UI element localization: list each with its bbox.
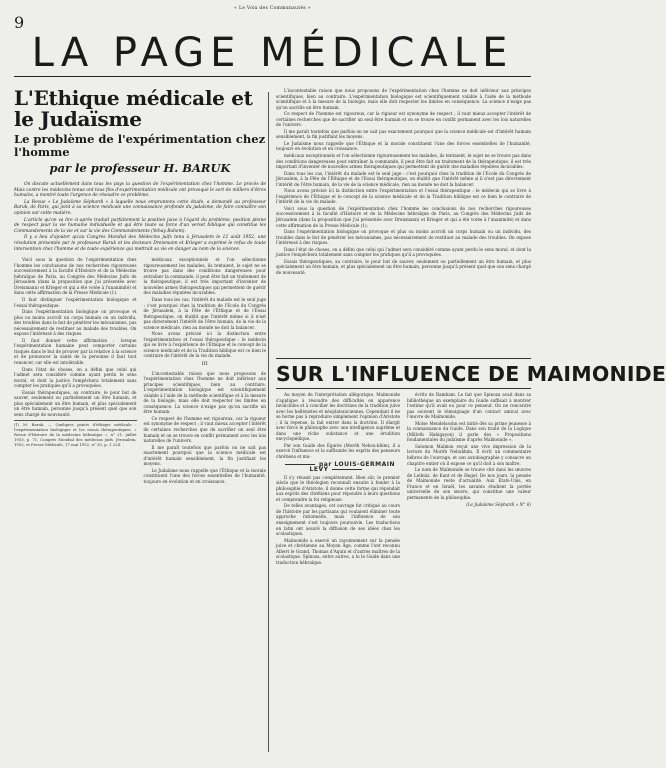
body-paragraph: Il faut donner cette affirmation : lorsque l'expérimentation humaine peut comporter certains risques dans le but de prouver par la relative à la science et de prononcer la santé de la personne il faut tout renoncer, car elle est intolérable.	[14, 337, 137, 365]
article-byline: par le professeur H. BARUK	[49, 161, 231, 175]
article-ethique	[14, 88, 266, 760]
article-body	[14, 257, 266, 485]
body-paragraph: Voici sous la question de l'expérimentation chez l'homme les conclusions de nos recherches rigoureuses successivement à la faculté d'Histoire et de la Médecine hébraïque de Paris, au Congrès des Médecins Juifs de Jérusalem (dans la proposition que j'ai présentée avec Dreismann) et Krieger et qui a été votée à l'unanimité) et dans cette affirmation de la Presse Médicale (1).	[276, 205, 531, 228]
section-numeral: III	[201, 360, 208, 367]
footnote: (1) M. Baruk. — Quelques points d'éthique médicale : l'expérimentation biologique et les essais thérapeutiques. « Revue d'Histoire de la médecine hébraïque », n° 21, juillet 1953, p. 71. Congrès Mondial des médecins juifs. Jérusalem, 1952, et Presse Médicale, 17 mai 1952, n° 35, p. 1 224.	[14, 422, 137, 447]
body-paragraph: Dans l'état de choses, on a défini que celui qui l'admet sera considéré comme ayant perdu le sens moral, et dont la justice l'empêchera totalement sans compter les pratiques qu'il a provoquées.	[276, 246, 531, 258]
body-paragraph: Ce respect de l'homme est rigoureux, car la rigueur est synonyme de respect ; il vaut mieux accepter l'intérêt de certaines recherches que de sacrifier un seul être humain et on se trouve en conflit permanent avec les lois naturelles de l'univers.	[143, 415, 266, 444]
body-paragraph: Au moyen de l'interprétation allégorique, Maïmonide s'applique à résoudre des difficultés en apparence invincibles et à concilier les doctrines de la tradition juive avec les hellénistes et néoplatoniciennes. Cependant il ne se borne pas à reproduire simplement l'opinion d'Aristote ; il la repense, la fait entrer dans la doctrine. Il élargit avec force le philosophe avec une intelligence suprême et dans une riche substance et une érudition encyclopédique.	[276, 392, 400, 442]
body-paragraph: Nous avons précisé ici la distinction entre l'expérimentation et l'essai thérapeutique : le médecin qui se livre à l'expérience de l'Éthique et le concept de la science médicale et de la Tradition biblique est ce bien le contraire de l'intérêt de la vie du malade.	[143, 331, 266, 359]
body-column-1	[276, 392, 400, 566]
body-paragraph: Dans l'expérimentation biologique on provoque et plus ou moins accroît un corps humain ou un individu, des troubles dans le but de pénétrer les mécanismes, pas nécessairement de restituer au malade des troubles. On expose l'intéressé à des risques.	[276, 229, 531, 246]
article-title: SUR L'INFLUENCE DE MAIMONIDE	[276, 362, 666, 386]
body-paragraph: Ce respect de l'homme est rigoureux, car la rigueur est synonyme de respect ; il vaut mieux accepter l'intérêt de certaines recherches que de sacrifier un seul être humain et on se trouve en conflit permanent avec les lois naturelles de l'univers.	[276, 111, 531, 128]
body-paragraph: Il faut distinguer l'expérimentation biologique et l'essai thérapeutique.	[14, 296, 137, 308]
body-paragraph: médicaux exceptionnels et l'on sélectionne rigoureusement les malades, ils tentaient, le sujet ne se trouve pas dans des conditions dangereuses pour entraîner la commande, il peut être fait un traitement de la thérapeutique, il est très important d'inventer de nouvelles armes thérapeutiques qui permettent de guérir des maladies réputées incurables.	[276, 153, 531, 170]
body-paragraph: Moïse Mendelssohn est initié dès sa prime jeunesse à la connaissance du Guide. Dans son traité de la Logique (Milloth Hahigayon) il parle des « Propositions fondamentales du judaïsme d'après Maïmonide ».	[407, 420, 531, 443]
page-number: 9	[14, 13, 25, 32]
content-columns	[14, 86, 666, 760]
body-paragraph: Il me paraît toutefois que parfois on ne sait pas exactement pourquoi que la science médicale est d'intérêt humain sensiblement, la fin justifiant les moyens.	[143, 444, 266, 467]
body-paragraph: Le Judaïsme nous rappelle que l'Éthique et la morale constituent l'une des forces essentielles de l'humanité, toujours en évolution et en croissance.	[143, 467, 266, 484]
body-paragraph: Le Judaïsme nous rappelle que l'Éthique et la morale constituent l'une des forces essentielles de l'humanité, toujours en évolution et en croissance.	[276, 140, 531, 152]
source-note: (Le Judaïsme Séphardi » N° 6)	[466, 502, 531, 508]
body-paragraph: L'incontestable raison que nous proposons de l'expérimentation chez l'homme ne doit inférieur aux principes scientifiques, bien au contraire. L'expérimentation biologique est scientifiquement valable à l'aide de la méthode scientifique et à la mesure de la biologie, mais elle doit respecter les limites en conséquence. La science n'exige pas qu'on sacrifie un être humain.	[143, 370, 266, 415]
body-column-left	[14, 257, 137, 485]
body-paragraph: Le nom de Maïmonide se trouve cité dans les œuvres de Leibniz, de Kant et de Hegel. De nos jours, la pensée de Maïmonide reste d'actualité. Aux États-Unis, en France et en Israël, les savants étudient la portée universelle de son œuvre, qui constitue une valeur permanente de la philosophie.	[407, 467, 531, 500]
running-head: « Le Voix des Communautés »	[234, 6, 311, 11]
body-paragraph: Essais thérapeutiques, au contraire, le pour but de sauver, seulement ou partiellement un être humain, et plus spécialement un être humain, et plus spécialement un être humain, personne jusqu'à présent quel que son sens chargé de nouveauté.	[276, 258, 531, 275]
body-paragraph: L'incontestable raison que nous proposons de l'expérimentation chez l'homme ne doit inférieur aux principes scientifiques, bien au contraire. L'expérimentation biologique est scientifiquement valable à l'aide de la méthode scientifique et à la mesure de la biologie, mais elle doit respecter les limites en conséquence. La science n'exige pas qu'on sacrifie un être humain.	[276, 88, 531, 110]
masthead: LA PAGE MÉDICALE	[31, 30, 514, 76]
body-paragraph: Par son Guide des Égarés (Moréh Nebou-khim), il a exercé l'influence et la suffisante les esprits des penseurs chrétiens et mu-	[276, 442, 400, 460]
article-lead	[14, 182, 266, 252]
body-paragraph: Il me paraît toutefois que parfois on ne sait pas exactement pourquoi que la science médicale est d'intérêt humain sensiblement, la fin justifiant les moyens.	[276, 128, 531, 140]
body-paragraph: De telles avantages, cet ouvrage fut critiqué au cours de l'histoire par les partisans qui voulaient éliminer toute approche rationnelle, mais l'influence de son enseignement s'est toujours poursuivie. Les traductions en latin ont assuré la diffusion de ses idées chez les scolastiques.	[276, 503, 400, 537]
body-column-2	[407, 392, 531, 566]
body-paragraph: Maïmonide a exercé un rayonnement sur la pensée juive et chrétienne au Moyen Âge, comme l'ont reconnu Albert le Grand, Thomas d'Aquin et d'autres maîtres de la scolastique. Spinoza, entre autres, a lu le Guide dans une traduction hébraïque.	[276, 537, 400, 565]
lead-paragraph: La Revue « Le Judaïsme Séphardi » à laquelle nous empruntons cette étude, a demandé au professeur Baruk, de Paris, qui joint à sa science médicale une connaissance profonde du judaïsme, de faire connaître son opinion sur cette matière.	[14, 199, 266, 216]
body-paragraph: Dans l'expérimentation biologique on provoque et plus ou moins accroît un corps humain ou un individu, des troubles dans le but de pénétrer les mécanismes, pas nécessairement de restituer au malade des troubles. On expose l'intéressé à des risques.	[14, 309, 137, 337]
body-paragraph: Il s'y réussit pas complètement. Bien sûr, le premier siècle que le théologien reconnaît ensuite à fonder à la philosophie d'Aristote, il donne cette forme qui répondait aux esprits des chrétiens pour répondre à leurs questions et comprendre la foi religieuse.	[276, 474, 400, 502]
body-paragraph: médicaux exceptionnels et l'on sélectionne rigoureusement les malades, ils tentaient, le sujet ne se trouve pas dans des conditions dangereuses pour entraîner la commande, il peut être fait un traitement de la thérapeutique, il est très important d'inventer de nouvelles armes thérapeutiques qui permettent de guérir des maladies réputées incurables.	[143, 257, 266, 296]
body-paragraph: Dans tous les cas, l'intérêt du malade est le seul juge : c'est pourquoi chez la tradition de l'Ecole du Congrès de Jérusalem, à la Fête de l'Éthique et de l'Essai thérapeutique, on établit que l'intérêt même si il n'est pas directement l'intérêt de l'être humain, de la vie de la science médicale, rien au monde ne doit la balancer.	[143, 296, 266, 330]
section-rule	[276, 388, 531, 389]
lead-paragraph: On discute actuellement dans tous les pays la question de l'expérimentation chez l'homme. Le procès de Mais contre les médecins tenue ont tous fins d'expérimentation médicale ont provoqué le sort de milliers d'êtres humains, a montré toute l'urgence de résoudre ce problème.	[14, 182, 266, 199]
body-paragraph: écrits de Rambam. Le fait que Spinoza avait dans sa bibliothèque un exemplaire du Guide suffisait à montrer l'estime qu'il avait eu pour ce penseur. On ne rencontre pas souvent le témoignage d'un contact amical avec l'œuvre de Maïmonide.	[407, 392, 531, 420]
article-body	[276, 392, 531, 566]
body-column-right	[144, 257, 267, 485]
body-paragraph: Dans l'état de choses, on a défini que celui qui l'admet sera considéré comme ayant perdu le sens moral, et dont la justice l'empêchera totalement sans compter les pratiques qu'il a provoquées.	[14, 366, 137, 389]
masthead-rule	[14, 76, 531, 77]
article-subtitle: Le problème de l'expérimentation chez l'homme	[14, 132, 266, 159]
continued-text	[276, 88, 531, 356]
body-paragraph: Essais thérapeutiques, au contraire, le pour but de sauver, seulement ou partiellement un être humain, et plus spécialement un être humain, et plus spécialement un être humain, personne jusqu'à présent quel que son sens chargé de nouveauté.	[14, 389, 137, 417]
article-title: L'Ethique médicale et le Judaïsme	[14, 86, 253, 131]
article-byline: par LOUIS-GERMAIN LEVY	[276, 462, 400, 473]
article-maimonide	[276, 88, 666, 760]
body-paragraph: Voici sous la question de l'expérimentation chez l'homme les conclusions de nos recherches rigoureuses successivement à la faculté d'Histoire et de la Médecine hébraïque de Paris, au Congrès des Médecins Juifs de Jérusalem (dans la proposition que j'ai présentée avec Dreismann) et Krieger et qui a été votée à l'unanimité) et dans cette affirmation de la Presse Médicale (1).	[14, 257, 137, 296]
lead-paragraph: Il y a lieu d'ajouter qu'au Congrès Mondial des Médecins juifs tenu à Jérusalem le 12 août 1952, une résolution présentée par le professeur Baruk et les docteurs Dreismann et Krieger a exprimé le refus de toute intervention chez l'homme et de toute expérience qui mettrait sa vie en danger au nom de la science.	[14, 235, 266, 252]
body-paragraph: Dans tous les cas, l'intérêt du malade est le seul juge : c'est pourquoi chez la tradition de l'Ecole du Congrès de Jérusalem, à la Fête de l'Éthique et de l'Essai thérapeutique, on établit que l'intérêt même si il n'est pas directement l'intérêt de l'être humain, de la vie de la science médicale, rien au monde ne doit la balancer.	[276, 170, 531, 187]
body-paragraph: Salomon Maïmon reçut une vive impression de la lecture du Moréh Nebukhim. Il écrit un commentaire hébreu de l'ouvrage, et son autobiographie y consacre un chapitre entier où il expose ce qu'il doit à son maître.	[407, 443, 531, 466]
section-rule	[276, 358, 531, 359]
body-paragraph: Nous avons précisé ici la distinction entre l'expérimentation et l'essai thérapeutique : le médecin qui se livre à l'expérience de l'Éthique et le concept de la science médicale et de la Tradition biblique est ce bien le contraire de l'intérêt de la vie du malade.	[276, 188, 531, 205]
lead-paragraph: L'article qu'on va lire ci-après traduit parfaitement la position juive à l'égard du problème, position pleine de respect pour la vie humaine individuelle et qui être toute sa force d'un verset biblique qui constitue les Commandements de la vie et sur la vie des Commandements (Yehay Bahem).	[14, 217, 266, 234]
